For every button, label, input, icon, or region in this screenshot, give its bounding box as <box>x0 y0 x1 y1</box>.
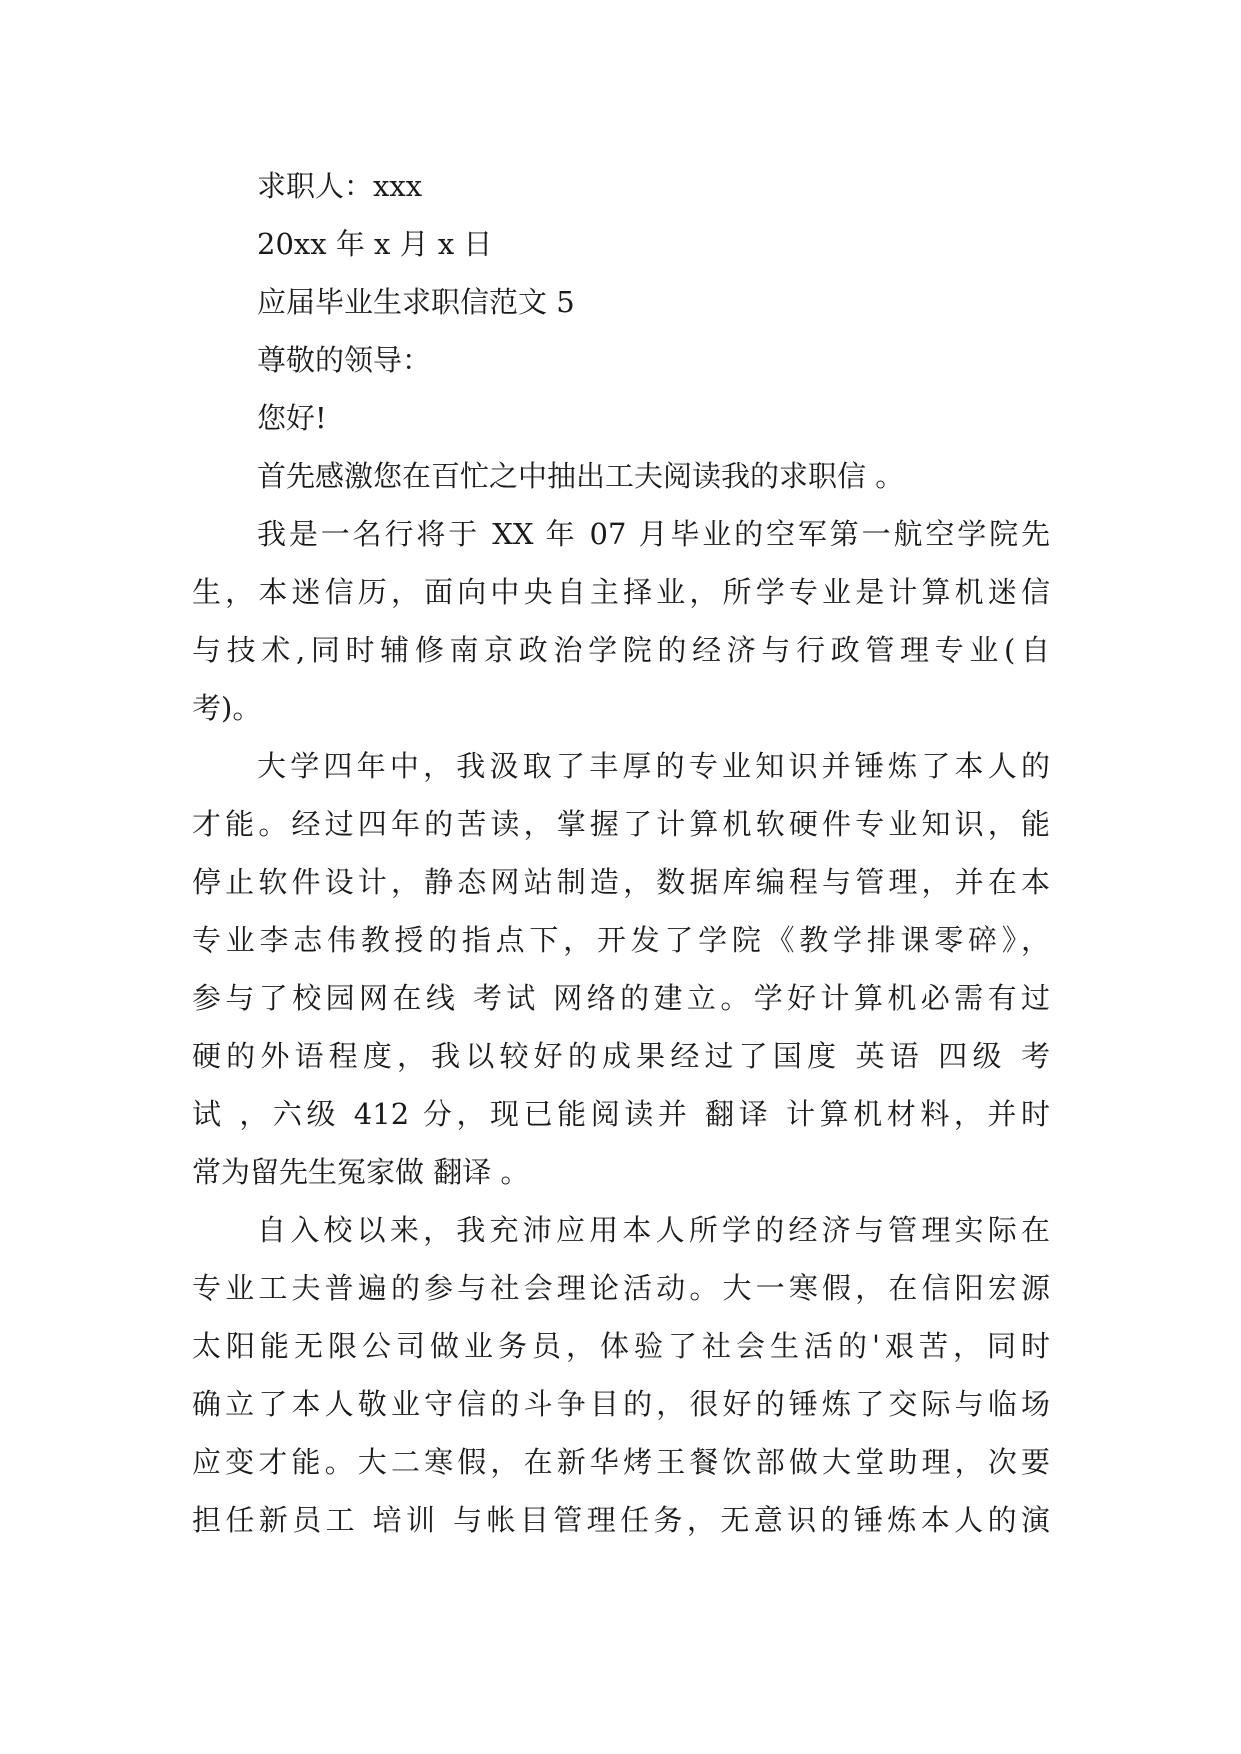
paragraph-line: 硬的外语程度，我以较好的成果经过了国度 英语 四级 考 <box>192 1039 1050 1073</box>
paragraph-line: 常为留先生冤家做 翻译 。 <box>192 1155 530 1189</box>
paragraph-line: 生，本迷信历，面向中央自主择业，所学专业是计算机迷信 <box>192 575 1050 609</box>
paragraph-line: 参与了校园网在线 考试 网络的建立。学好计算机必需有过 <box>192 981 1050 1015</box>
section-heading: 应届毕业生求职信范文 5 <box>257 285 575 319</box>
paragraph-line: 首先感激您在百忙之中抽出工夫阅读我的求职信 。 <box>257 459 905 493</box>
salutation: 尊敬的领导： <box>257 343 432 377</box>
paragraph-line: 专业李志伟教授的指点下，开发了学院《教学排课零碎》， <box>192 923 1050 957</box>
paragraph-line: 才能。经过四年的苦读，掌握了计算机软硬件专业知识，能 <box>192 807 1050 841</box>
paragraph-line: 专业工夫普遍的参与社会理论活动。大一寒假，在信阳宏源 <box>192 1271 1050 1305</box>
paragraph-line: 太阳能无限公司做业务员，体验了社会生活的'艰苦，同时 <box>192 1329 1050 1363</box>
paragraph-line: 确立了本人敬业守信的斗争目的，很好的锤炼了交际与临场 <box>192 1387 1050 1421</box>
paragraph-line: 考)。 <box>192 691 262 725</box>
letter-date: 20xx 年 x 月 x 日 <box>257 227 493 261</box>
paragraph-line: 担任新员工 培训 与帐目管理任务，无意识的锤炼本人的演 <box>192 1503 1050 1537</box>
applicant-signature: 求职人：xxx <box>257 169 423 203</box>
paragraph-line: 应变才能。大二寒假，在新华烤王餐饮部做大堂助理，次要 <box>192 1445 1050 1479</box>
paragraph-line: 试 ，六级 412 分，现已能阅读并 翻译 计算机材料，并时 <box>192 1097 1050 1131</box>
greeting: 您好! <box>257 401 327 435</box>
paragraph-line: 与技术,同时辅修南京政治学院的经济与行政管理专业(自 <box>192 633 1050 667</box>
paragraph-line: 大学四年中，我汲取了丰厚的专业知识并锤炼了本人的 <box>257 749 1050 783</box>
paragraph-line: 自入校以来，我充沛应用本人所学的经济与管理实际在 <box>257 1213 1050 1247</box>
paragraph-line: 我是一名行将于 XX 年 07 月毕业的空军第一航空学院先 <box>257 517 1050 551</box>
paragraph-line: 停止软件设计，静态网站制造，数据库编程与管理，并在本 <box>192 865 1050 899</box>
